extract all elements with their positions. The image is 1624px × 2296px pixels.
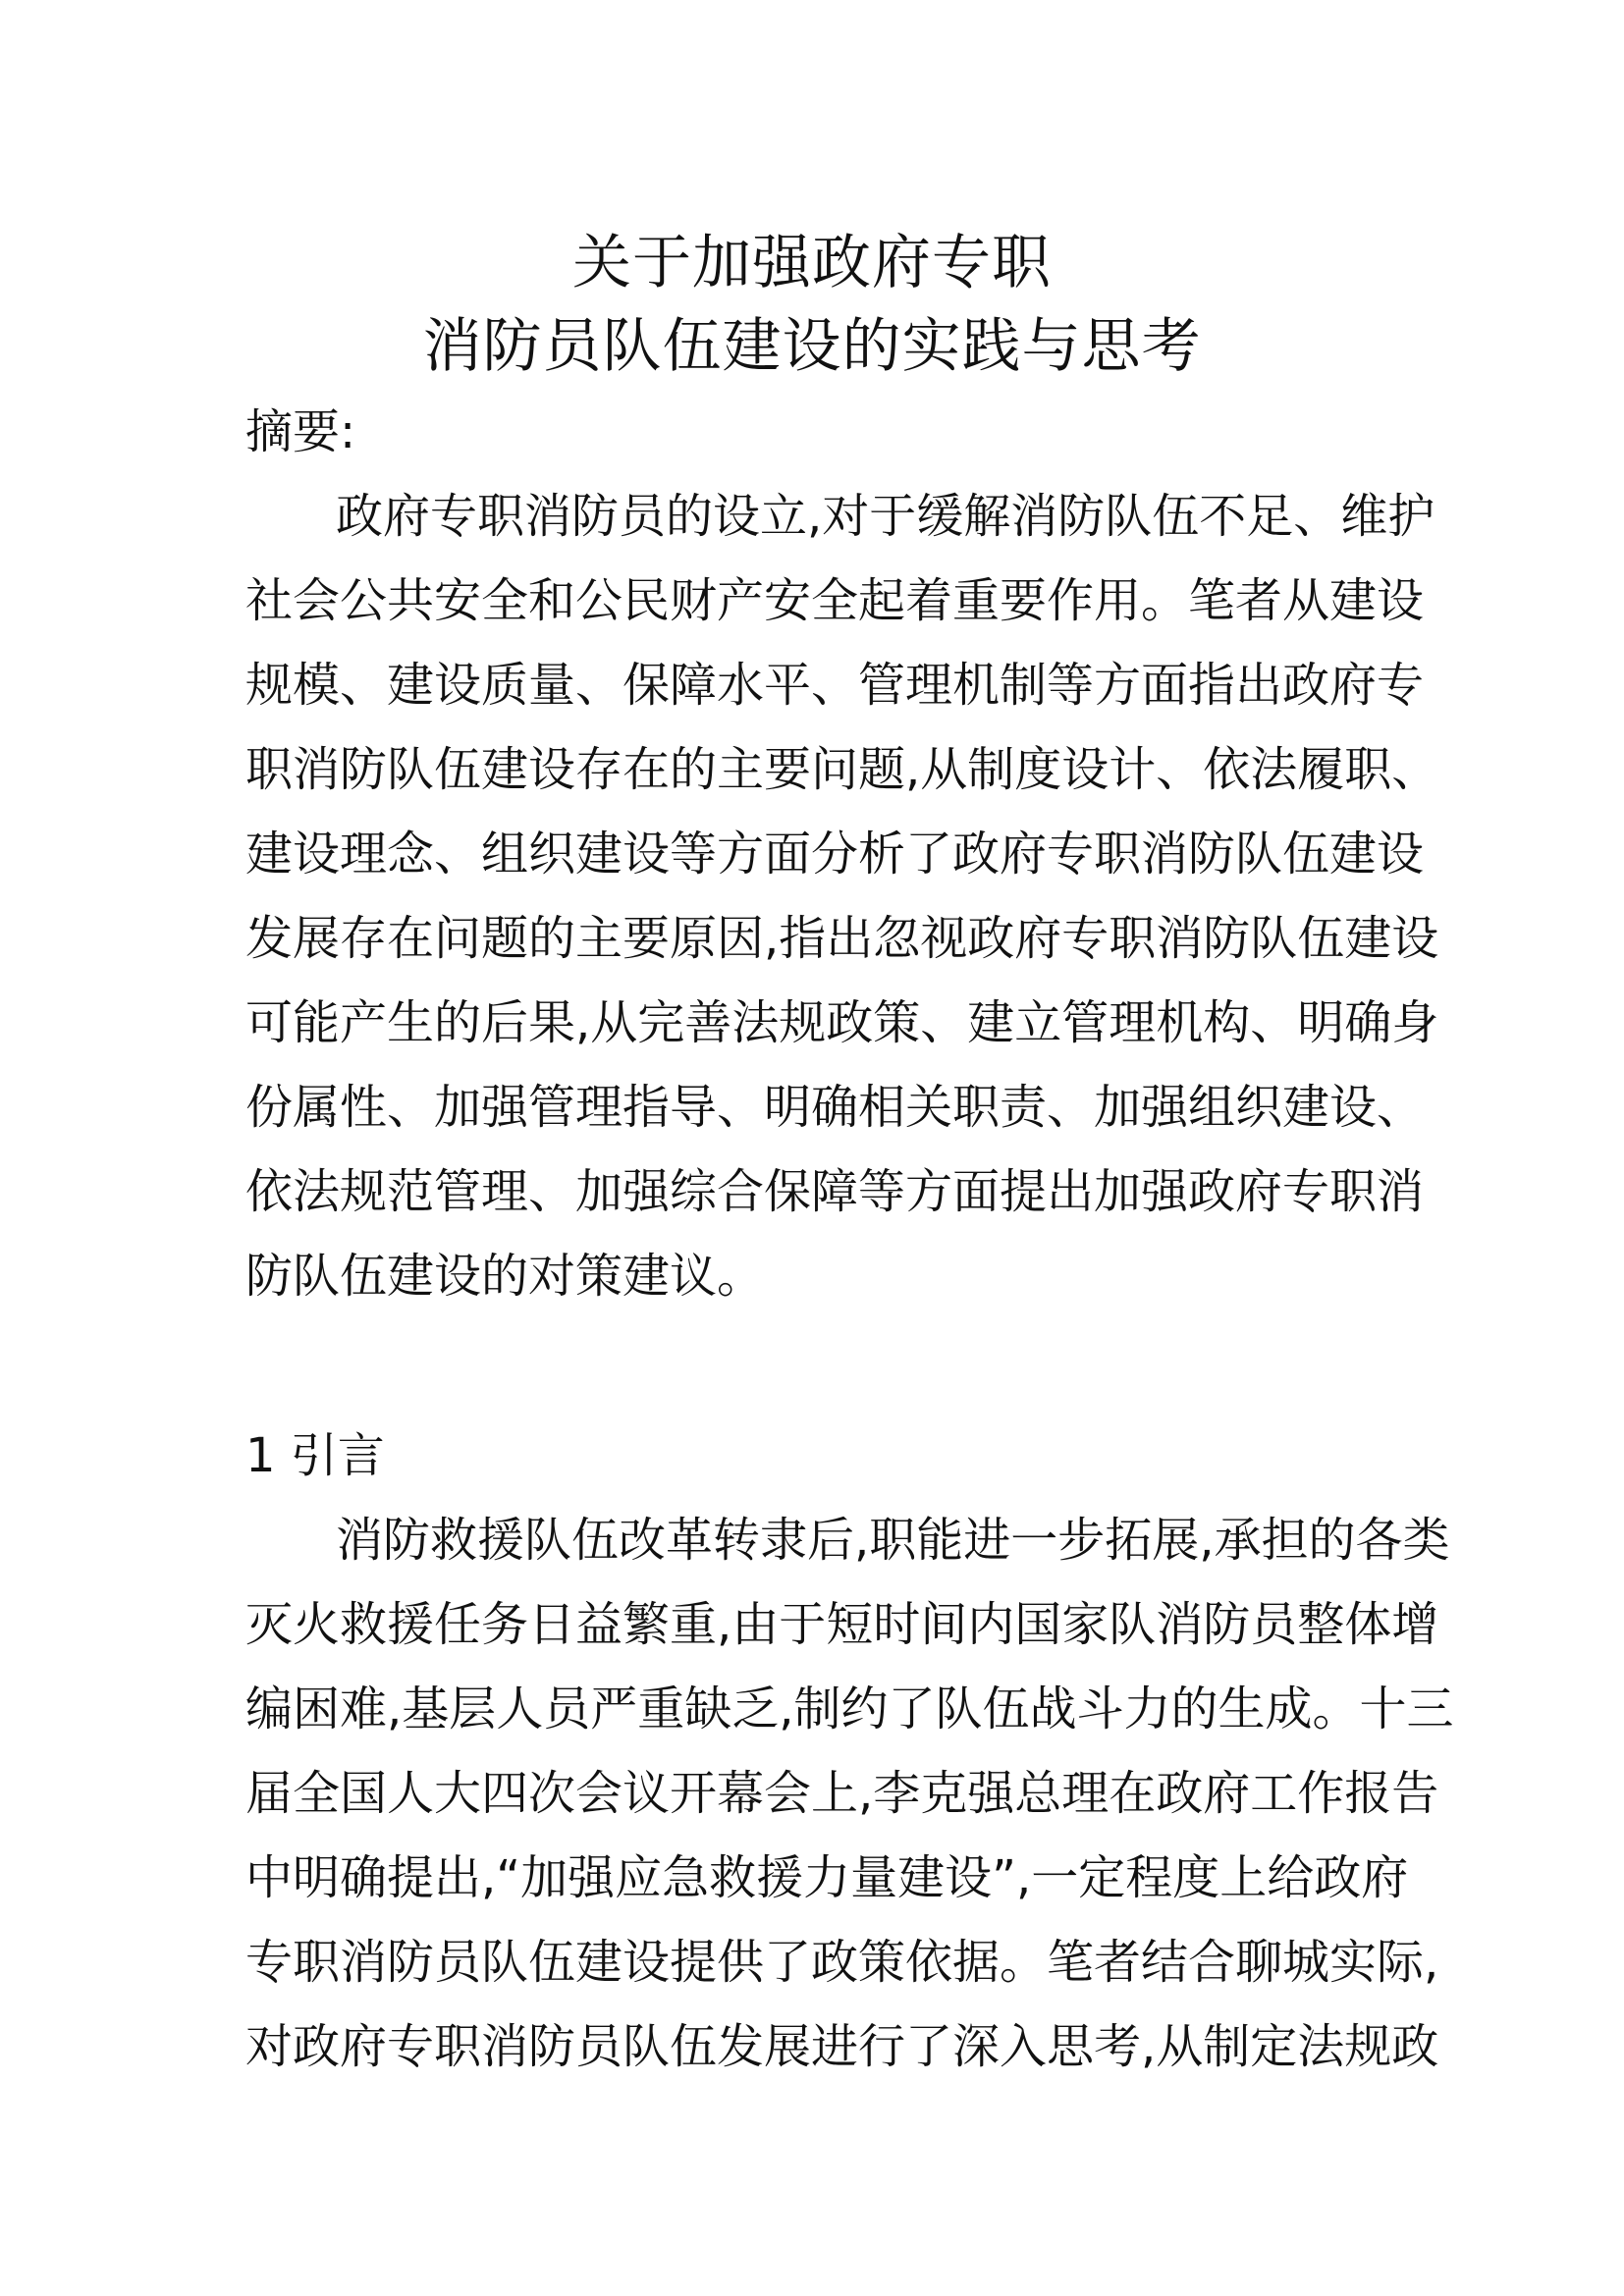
section-1-line: 消防救援队伍改革转隶后,职能进一步拓展,承担的各类 xyxy=(336,1513,1450,1568)
abstract-line: 可能产生的后果,从完善法规政策、建立管理机构、明确身 xyxy=(245,995,1439,1050)
section-1-line: 届全国人大四次会议开幕会上,李克强总理在政府工作报告 xyxy=(245,1766,1439,1821)
abstract-line: 防队伍建设的对策建议。 xyxy=(245,1249,765,1304)
abstract-line: 政府专职消防员的设立,对于缓解消防队伍不足、维护 xyxy=(336,489,1435,544)
section-1-line: 中明确提出,“加强应急救援力量建设”,一定程度上给政府 xyxy=(245,1850,1409,1905)
section-1-line: 灭火救援任务日益繁重,由于短时间内国家队消防员整体增 xyxy=(245,1597,1439,1652)
document-title-line-1: 关于加强政府专职 xyxy=(572,229,1052,297)
abstract-line: 职消防队伍建设存在的主要问题,从制度设计、依法履职、 xyxy=(245,742,1439,797)
section-1-line: 专职消防员队伍建设提供了政策依据。笔者结合聊城实际, xyxy=(245,1935,1439,1990)
abstract-line: 发展存在问题的主要原因,指出忽视政府专职消防队伍建设 xyxy=(245,911,1439,966)
section-1-heading: 1 引言 xyxy=(245,1428,385,1483)
abstract-label: 摘要: xyxy=(245,404,356,459)
document-title-line-2: 消防员队伍建设的实践与思考 xyxy=(422,312,1202,381)
abstract-line: 份属性、加强管理指导、明确相关职责、加强组织建设、 xyxy=(245,1080,1425,1135)
section-1-line: 编困难,基层人员严重缺乏,制约了队伍战斗力的生成。十三 xyxy=(245,1682,1454,1736)
section-1-line: 对政府专职消防员队伍发展进行了深入思考,从制定法规政 xyxy=(245,2019,1439,2074)
abstract-line: 社会公共安全和公民财产安全起着重要作用。笔者从建设 xyxy=(245,573,1425,628)
abstract-line: 依法规范管理、加强综合保障等方面提出加强政府专职消 xyxy=(245,1164,1425,1219)
abstract-line: 规模、建设质量、保障水平、管理机制等方面指出政府专 xyxy=(245,658,1425,713)
abstract-line: 建设理念、组织建设等方面分析了政府专职消防队伍建设 xyxy=(245,827,1425,881)
